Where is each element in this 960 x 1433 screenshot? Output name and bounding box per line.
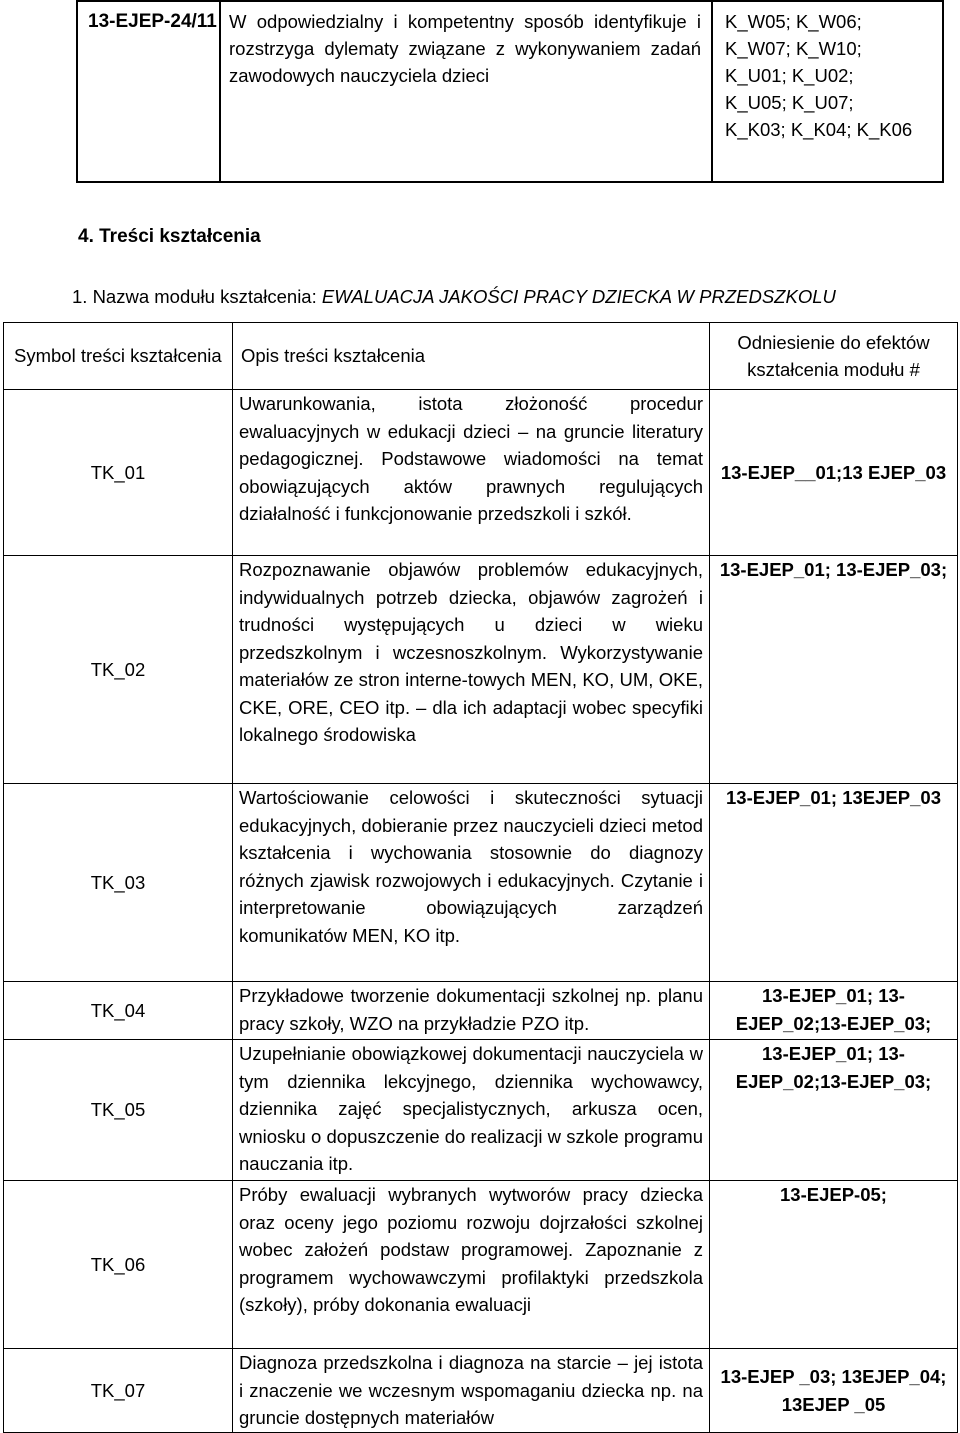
row-symbol: TK_05	[4, 1040, 233, 1181]
outcome-reference-line: K_K03; K_K04; K_K06	[725, 119, 913, 140]
row-reference: 13-EJEP_01; 13-EJEP_02;13-EJEP_03;	[710, 982, 958, 1040]
module-name	[72, 286, 836, 308]
top-outcome-table	[76, 0, 944, 183]
table-row	[4, 784, 958, 982]
header-symbol: Symbol treści kształcenia	[4, 323, 233, 390]
row-symbol: TK_03	[4, 784, 233, 982]
row-symbol: TK_04	[4, 982, 233, 1040]
row-description: Wartościowanie celowości i skuteczności sytuacji edukacyjnych, dobieranie przez nauczycieli dzieci metod kształcenia i wychowania stosownie do diagnozy różnych zjawisk rozwojowych i edukacyjnych. Czytanie i interpretowanie obowiązujących zarządzeń komunikatów MEN, KO itp.	[233, 784, 710, 982]
row-description: Próby ewaluacji wybranych wytworów pracy dziecka oraz oceny jego poziomu rozwoju dojrzałości szkolnej wobec założeń podstaw programowej. Zapoznanie z programem wychowawczymi profilaktyki przedszkola (szkoły), próby dokonania ewaluacji	[233, 1181, 710, 1349]
content-table	[3, 322, 958, 1433]
header-reference: Odniesienie do efektów kształcenia modułu #	[710, 323, 958, 390]
outcome-reference-line: K_U01; K_U02;	[725, 65, 854, 86]
outcome-reference-line: K_W05; K_W06;	[725, 11, 862, 32]
row-description: Rozpoznawanie objawów problemów edukacyjnych, indywidualnych potrzeb dziecka, objawów zagrożeń i trudności występujących u dzieci w wieku przedszkolnym i wczesnoszkolnym. Wykorzystywanie materiałów ze stron interne-towych MEN, KO, UM, OKE, CKE, ORE, CEO itp. – dla ich adaptacji wobec specyfiki lokalnego środowiska	[233, 556, 710, 784]
header-description: Opis treści kształcenia	[233, 323, 710, 390]
row-reference: 13-EJEP _03; 13EJEP_04; 13EJEP _05	[710, 1349, 958, 1433]
row-reference: 13-EJEP_01; 13-EJEP_03;	[710, 556, 958, 784]
table-row	[4, 556, 958, 784]
outcome-code: 13-EJEP-24/11	[77, 1, 220, 182]
row-description: Przykładowe tworzenie dokumentacji szkolnej np. planu pracy szkoły, WZO na przykładzie PZO itp.	[233, 982, 710, 1040]
table-row	[4, 982, 958, 1040]
outcome-description: W odpowiedzialny i kompetentny sposób identyfikuje i rozstrzyga dylematy związane z wykonywaniem zadań zawodowych nauczyciela dzieci	[220, 1, 712, 182]
row-symbol: TK_01	[4, 390, 233, 556]
table-row	[4, 390, 958, 556]
row-reference: 13-EJEP-05;	[710, 1181, 958, 1349]
row-description: Diagnoza przedszkolna i diagnoza na starcie – jej istota i znaczenie we wczesnym wspomaganiu dziecka np. na gruncie dostępnych materiałów	[233, 1349, 710, 1433]
row-symbol: TK_02	[4, 556, 233, 784]
outcome-row	[77, 1, 943, 182]
outcome-reference-line: K_U05; K_U07;	[725, 92, 854, 113]
row-symbol: TK_07	[4, 1349, 233, 1433]
section-heading: 4. Treści kształcenia	[78, 226, 261, 247]
row-description: Uzupełnianie obowiązkowej dokumentacji nauczyciela w tym dziennika lekcyjnego, dziennika wychowawcy, dziennika zajęć specjalistycznych, arkusza ocen, wniosku o dopuszczenie do realizacji w szkole programu nauczania itp.	[233, 1040, 710, 1181]
module-title: EWALUACJA JAKOŚCI PRACY DZIECKA W PRZEDSZKOLU	[321, 286, 836, 307]
module-name-prefix: 1. Nazwa modułu kształcenia:	[72, 286, 322, 307]
row-reference: 13-EJEP_01; 13-EJEP_02;13-EJEP_03;	[710, 1040, 958, 1181]
table-row	[4, 1181, 958, 1349]
row-symbol: TK_06	[4, 1181, 233, 1349]
table-header-row	[4, 323, 958, 390]
outcome-references	[712, 1, 943, 182]
table-row	[4, 1349, 958, 1433]
row-description: Uwarunkowania, istota złożoność procedur ewaluacyjnych w edukacji dzieci – na gruncie literatury pedagogicznej. Podstawowe wiadomości na temat obowiązujących aktów prawnych regulujących działalność i funkcjonowanie przedszkoli i szkół.	[233, 390, 710, 556]
outcome-reference-line: K_W07; K_W10;	[725, 38, 862, 59]
row-reference: 13-EJEP__01;13 EJEP_03	[710, 390, 958, 556]
row-reference: 13-EJEP_01; 13EJEP_03	[710, 784, 958, 982]
table-row	[4, 1040, 958, 1181]
